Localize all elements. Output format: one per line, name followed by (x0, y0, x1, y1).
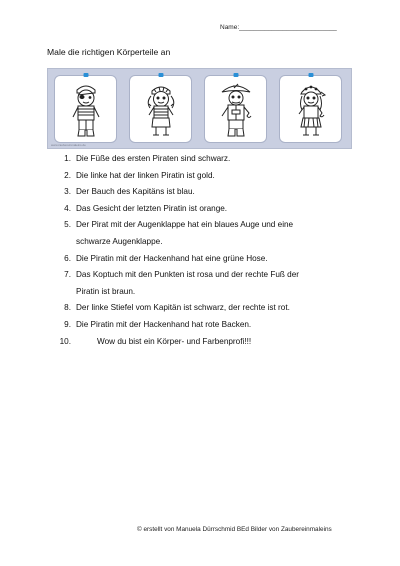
item-text (76, 217, 365, 250)
list-item (55, 151, 365, 168)
item-text: Die Piratin mit der Hackenhand hat rote Backen. (76, 319, 252, 329)
item-text: Wow du bist ein Körper- und Farbenprofi!!! (97, 336, 252, 346)
item-number: 1. (64, 154, 71, 163)
pirate-card-2 (129, 75, 192, 143)
pirate-girl-headscarf-illustration (291, 80, 331, 142)
item-number: 5. (64, 220, 71, 230)
item-text: Die linke hat der linken Piratin ist gold. (76, 170, 215, 180)
item-number: 8. (64, 303, 71, 313)
image-credit: www.zaubereinmaleins.de (51, 143, 86, 147)
list-item (55, 334, 365, 351)
pirate-card-1 (54, 75, 117, 143)
pirate-captain-illustration (216, 80, 256, 142)
instruction-list (55, 151, 365, 350)
item-text: Die Füße des ersten Piraten sind schwarz. (76, 154, 231, 163)
pirates-image-panel (47, 68, 352, 149)
pirate-girl-pigtails-illustration (141, 80, 181, 142)
list-item (55, 300, 365, 317)
footer-credit: © erstellt von Manuela Dürrschmid BEd Bilder von Zaubereinmaleins (137, 526, 332, 533)
item-text-line: Das Koptuch mit den Punkten ist rosa und der rechte Fuß der (76, 270, 299, 280)
list-item (55, 317, 365, 334)
list-item (55, 267, 365, 300)
list-item (55, 251, 365, 268)
item-number: 9. (64, 319, 71, 329)
worksheet-heading: Male die richtigen Körperteile an (47, 47, 171, 57)
item-text: Der linke Stiefel vom Kapitän ist schwarz, der rechte ist rot. (76, 303, 290, 313)
list-item (55, 184, 365, 201)
list-item (55, 201, 365, 218)
item-text (76, 267, 365, 300)
item-number: 10. (59, 336, 71, 346)
item-number: 6. (64, 253, 71, 263)
item-number: 3. (64, 187, 71, 197)
item-number: 4. (64, 203, 71, 213)
item-number: 7. (64, 270, 71, 280)
item-text-line: Der Pirat mit der Augenklappe hat ein blaues Auge und eine (76, 220, 294, 230)
item-text: Die Piratin mit der Hackenhand hat eine grüne Hose. (76, 253, 268, 263)
list-item (55, 168, 365, 185)
pirate-boy-eyepatch-illustration (66, 80, 106, 142)
pin-icon (83, 73, 88, 77)
pirate-card-3 (204, 75, 267, 143)
name-field: Name:___________________________ (220, 24, 337, 31)
pin-icon (158, 73, 163, 77)
pin-icon (233, 73, 238, 77)
item-text-line: schwarze Augenklappe. (76, 236, 163, 246)
pirate-card-4 (279, 75, 342, 143)
item-text-line: Piratin ist braun. (76, 286, 136, 296)
item-number: 2. (64, 170, 71, 180)
item-text: Der Bauch des Kapitäns ist blau. (76, 187, 195, 197)
list-item (55, 217, 365, 250)
item-text: Das Gesicht der letzten Piratin ist orange. (76, 203, 228, 213)
pin-icon (308, 73, 313, 77)
